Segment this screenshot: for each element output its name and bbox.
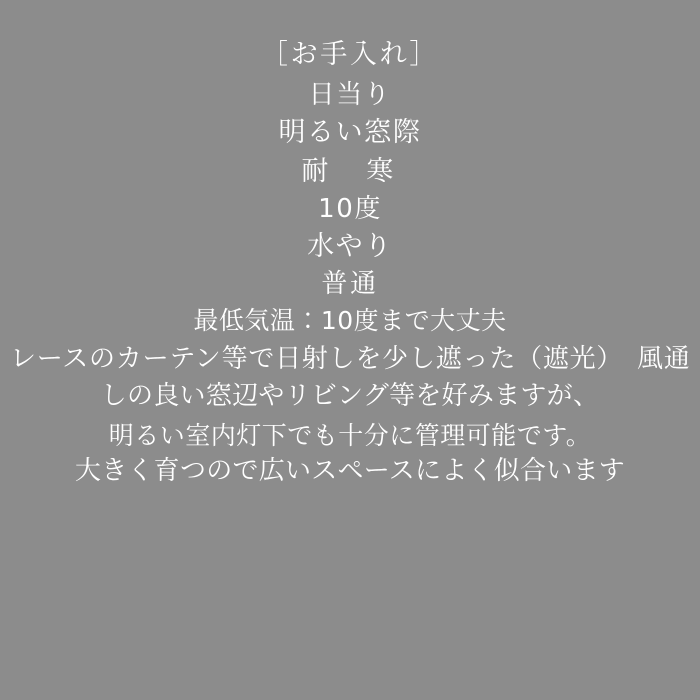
care-value-sunlight: 明るい窓際 bbox=[278, 117, 422, 149]
section-title: ［お手入れ］ bbox=[260, 39, 440, 70]
care-label-cold-hardiness: 耐 寒 bbox=[301, 155, 399, 187]
care-note-indoor-light: 明るい室内灯下でも十分に管理可能です。 bbox=[108, 420, 592, 450]
care-label-watering: 水やり bbox=[307, 230, 393, 262]
care-value-watering: 普通 bbox=[321, 269, 379, 300]
care-label-sunlight: 日当り bbox=[308, 80, 392, 111]
care-note-space: 大きく育つので広いスペースによく似合います bbox=[74, 456, 626, 487]
care-minimum-temperature: 最低気温：10度まで大丈夫 bbox=[193, 306, 507, 336]
care-value-cold-hardiness: 10度 bbox=[318, 193, 382, 224]
care-description-paragraph: レースのカーテン等で日射しを少し遮った（遮光） 風通しの良い窓辺やリビング等を好みますが、 bbox=[10, 343, 690, 412]
